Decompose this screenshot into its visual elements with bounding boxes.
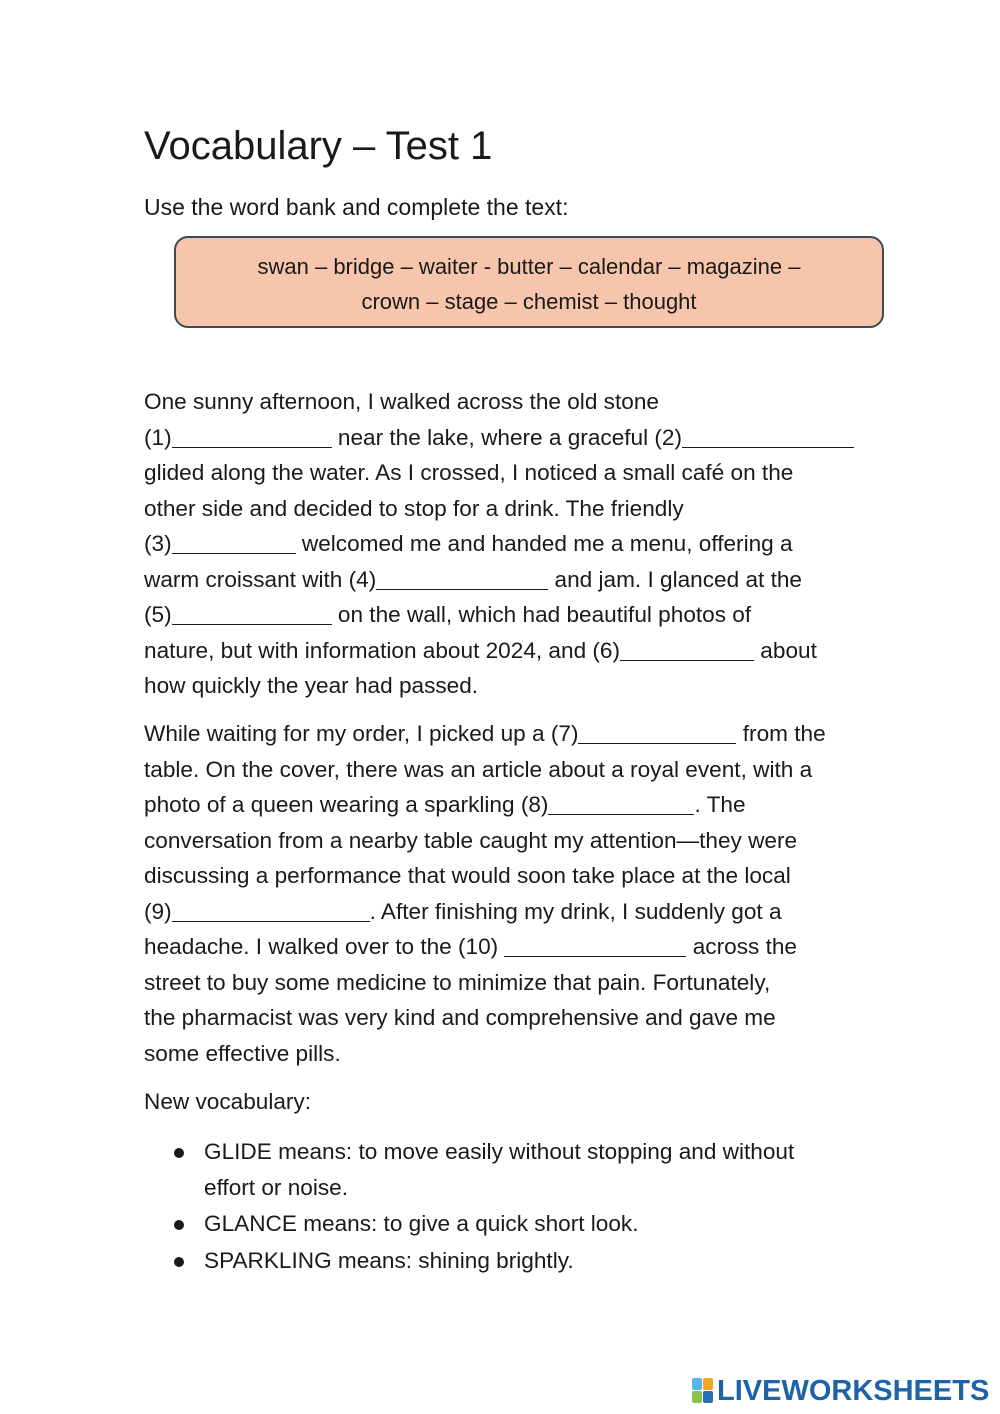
word-bank-box [174, 236, 884, 328]
text-line: glided along the water. As I crossed, I noticed a small café on the [144, 460, 794, 485]
instruction-text: Use the word bank and complete the text: [144, 194, 569, 220]
text-line: (3) welcomed me and handed me a menu, offering a [144, 531, 793, 556]
text-line: how quickly the year had passed. [144, 673, 479, 698]
text-line: other side and decided to stop for a drink. The friendly [144, 495, 684, 521]
story-paragraph-2 [144, 716, 826, 1071]
blank-4[interactable] [376, 567, 548, 590]
text-line: some effective pills. [144, 1040, 341, 1066]
text-line: One sunny afternoon, I walked across the old stone [144, 389, 659, 414]
blank-8[interactable] [548, 792, 694, 815]
text-line: conversation from a nearby table caught my attention—they were [144, 827, 798, 853]
blank-1[interactable] [172, 425, 332, 448]
text-line: photo of a queen wearing a sparkling (8) . The [144, 792, 746, 817]
text-line: headache. I walked over to the (10) across the [144, 934, 797, 959]
text-line: the pharmacist was very kind and comprehensive and gave me [144, 1005, 776, 1030]
text-line: (1) near the lake, where a graceful (2) [144, 420, 854, 456]
blank-5[interactable] [172, 602, 332, 625]
liveworksheets-logo[interactable] [692, 1374, 989, 1408]
list-item: SPARKLING means: shining brightly. [144, 1243, 910, 1279]
story-paragraph-1 [144, 384, 854, 704]
text-line: warm croissant with (4) and jam. I glanced at the [144, 566, 802, 592]
blank-6[interactable] [620, 638, 754, 661]
logo-text: LIVEWORKSHEETS [717, 1374, 990, 1407]
blank-9[interactable] [172, 899, 370, 922]
text-line: discussing a performance that would soon take place at the local [144, 863, 791, 888]
vocabulary-list [144, 1134, 910, 1279]
bullet-icon [174, 1148, 184, 1158]
blank-7[interactable] [578, 721, 736, 744]
text-line: While waiting for my order, I picked up a (7) from the [144, 721, 826, 746]
text-line: (9) . After finishing my drink, I suddenly got a [144, 898, 782, 924]
text-line: (5) on the wall, which had beautiful photos of [144, 602, 752, 627]
text-line: street to buy some medicine to minimize that pain. Fortunately, [144, 969, 771, 995]
blank-10[interactable] [504, 934, 686, 957]
bullet-icon [174, 1220, 184, 1230]
bullet-icon [174, 1257, 184, 1267]
liveworksheets-logo-icon [692, 1378, 714, 1404]
new-vocabulary-heading: New vocabulary: [144, 1089, 312, 1114]
page-title: Vocabulary – Test 1 [144, 124, 493, 168]
blank-3[interactable] [172, 531, 296, 554]
blank-2[interactable] [682, 425, 854, 448]
word-bank-line: swan – bridge – waiter - butter – calendar – magazine – [257, 254, 801, 279]
word-bank-line: crown – stage – chemist – thought [361, 289, 697, 314]
list-item: GLANCE means: to give a quick short look. [144, 1206, 910, 1242]
list-item: GLIDE means: to move easily without stopping and without effort or noise. [144, 1134, 910, 1205]
text-line: nature, but with information about 2024, and (6) about [144, 637, 817, 663]
text-line: table. On the cover, there was an article about a royal event, with a [144, 756, 813, 782]
